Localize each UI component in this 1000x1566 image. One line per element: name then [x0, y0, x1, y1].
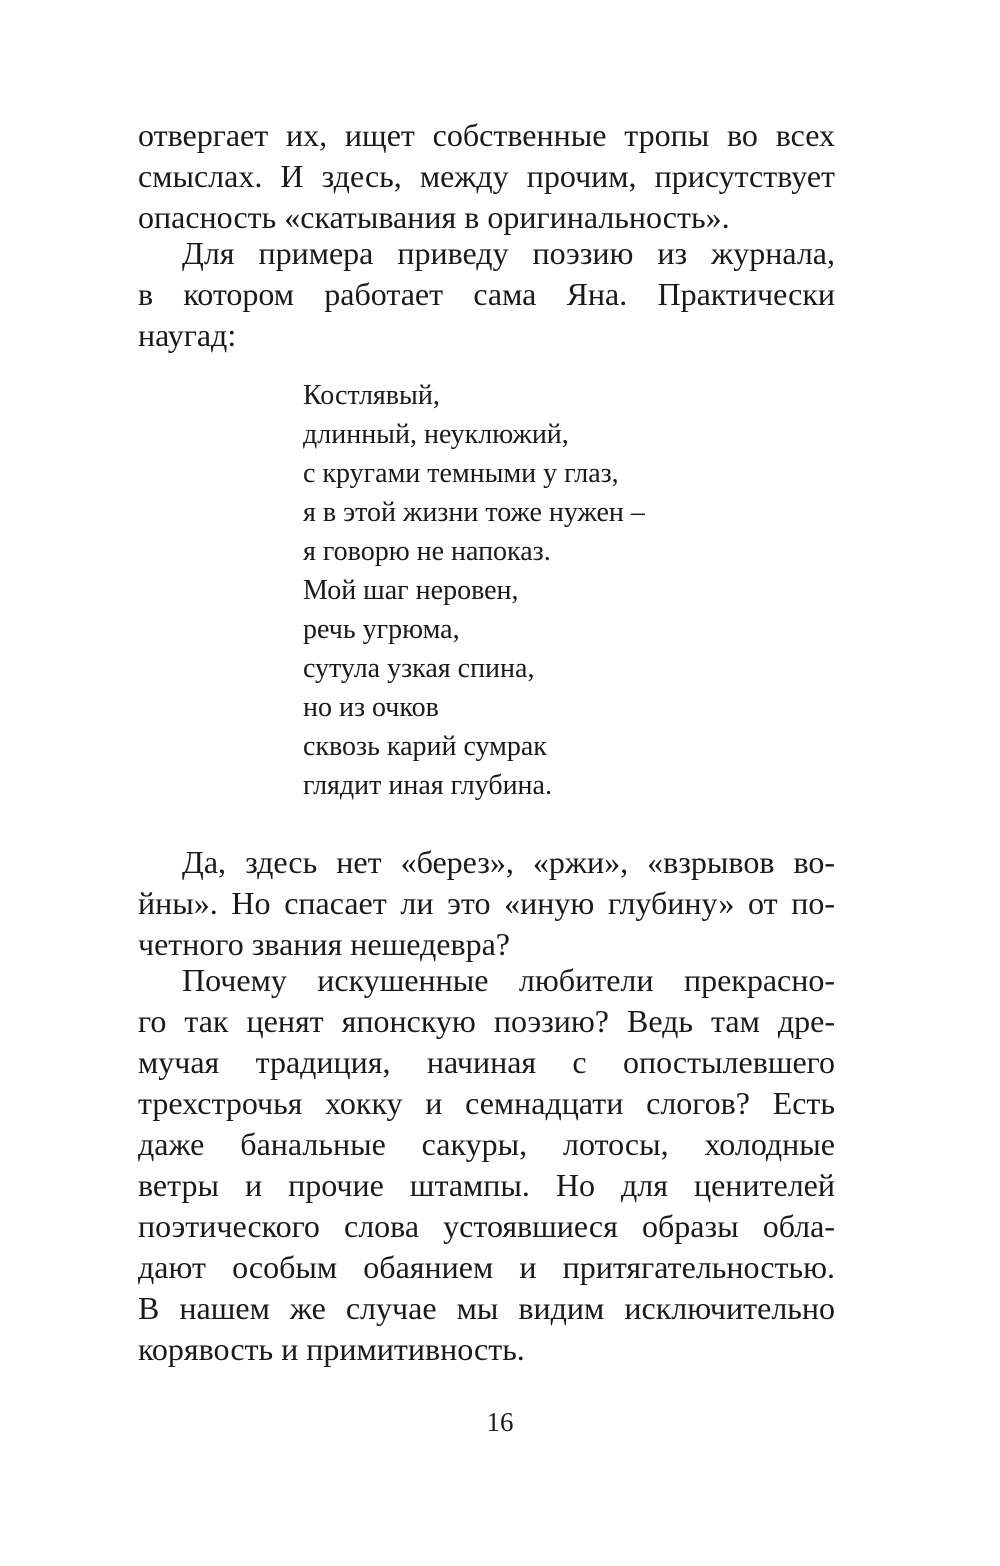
page-number: 16 [486, 1407, 514, 1437]
poem-line: Костлявый, [303, 380, 440, 411]
poem-line: Мой шаг неровен, [303, 575, 519, 606]
poem-line: я говорю не напоказ. [303, 536, 551, 567]
poem-line: глядит иная глубина. [303, 770, 552, 801]
text-line: поэтического слова устоявшиеся образы обла- [138, 1208, 835, 1244]
text-line: трехстрочья хокку и семнадцати слогов? Есть [138, 1085, 835, 1121]
paragraph-japanese-poetry [138, 960, 835, 1370]
text-line: даже банальные сакуры, лотосы, холодные [138, 1126, 835, 1162]
text-line: смыслах. И здесь, между прочим, присутствует [138, 158, 835, 194]
poem-line: я в этой жизни тоже нужен – [303, 497, 645, 528]
text-line: четного звания нешедевра? [138, 926, 510, 962]
text-line: отвергает их, ищет собственные тропы во всех [138, 117, 835, 153]
text-line: Да, здесь нет «берез», «ржи», «взрывов во- [182, 844, 835, 880]
text-line: корявость и примитивность. [138, 1331, 525, 1367]
text-line: ветры и прочие штампы. Но для ценителей [138, 1167, 835, 1203]
poem-quote [303, 376, 723, 805]
paragraph-continuation [138, 115, 835, 238]
poem-line: длинный, неуклюжий, [303, 419, 569, 450]
text-line: дают особым обаянием и притягательностью. [138, 1249, 835, 1285]
poem-line: речь угрюма, [303, 614, 460, 645]
text-line: опасность «скатывания в оригинальность». [138, 199, 730, 235]
poem-line: сквозь карий сумрак [303, 731, 547, 762]
text-line: В нашем же случае мы видим исключительно [138, 1290, 835, 1326]
paragraph-commentary [138, 842, 835, 965]
text-line: в котором работает сама Яна. Практически [138, 276, 835, 312]
paragraph-example-intro [138, 233, 835, 356]
poem-line: сутула узкая спина, [303, 653, 535, 684]
text-line: мучая традиция, начиная с опостылевшего [138, 1044, 835, 1080]
text-line: го так ценят японскую поэзию? Ведь там дре- [138, 1003, 835, 1039]
text-line: Почему искушенные любители прекрасно- [182, 962, 835, 998]
poem-line: но из очков [303, 692, 439, 723]
poem-line: с кругами темными у глаз, [303, 458, 619, 489]
text-line: йны». Но спасает ли это «иную глубину» от по- [138, 885, 835, 921]
text-line: Для примера приведу поэзию из журнала, [182, 235, 835, 271]
text-line: наугад: [138, 317, 237, 353]
